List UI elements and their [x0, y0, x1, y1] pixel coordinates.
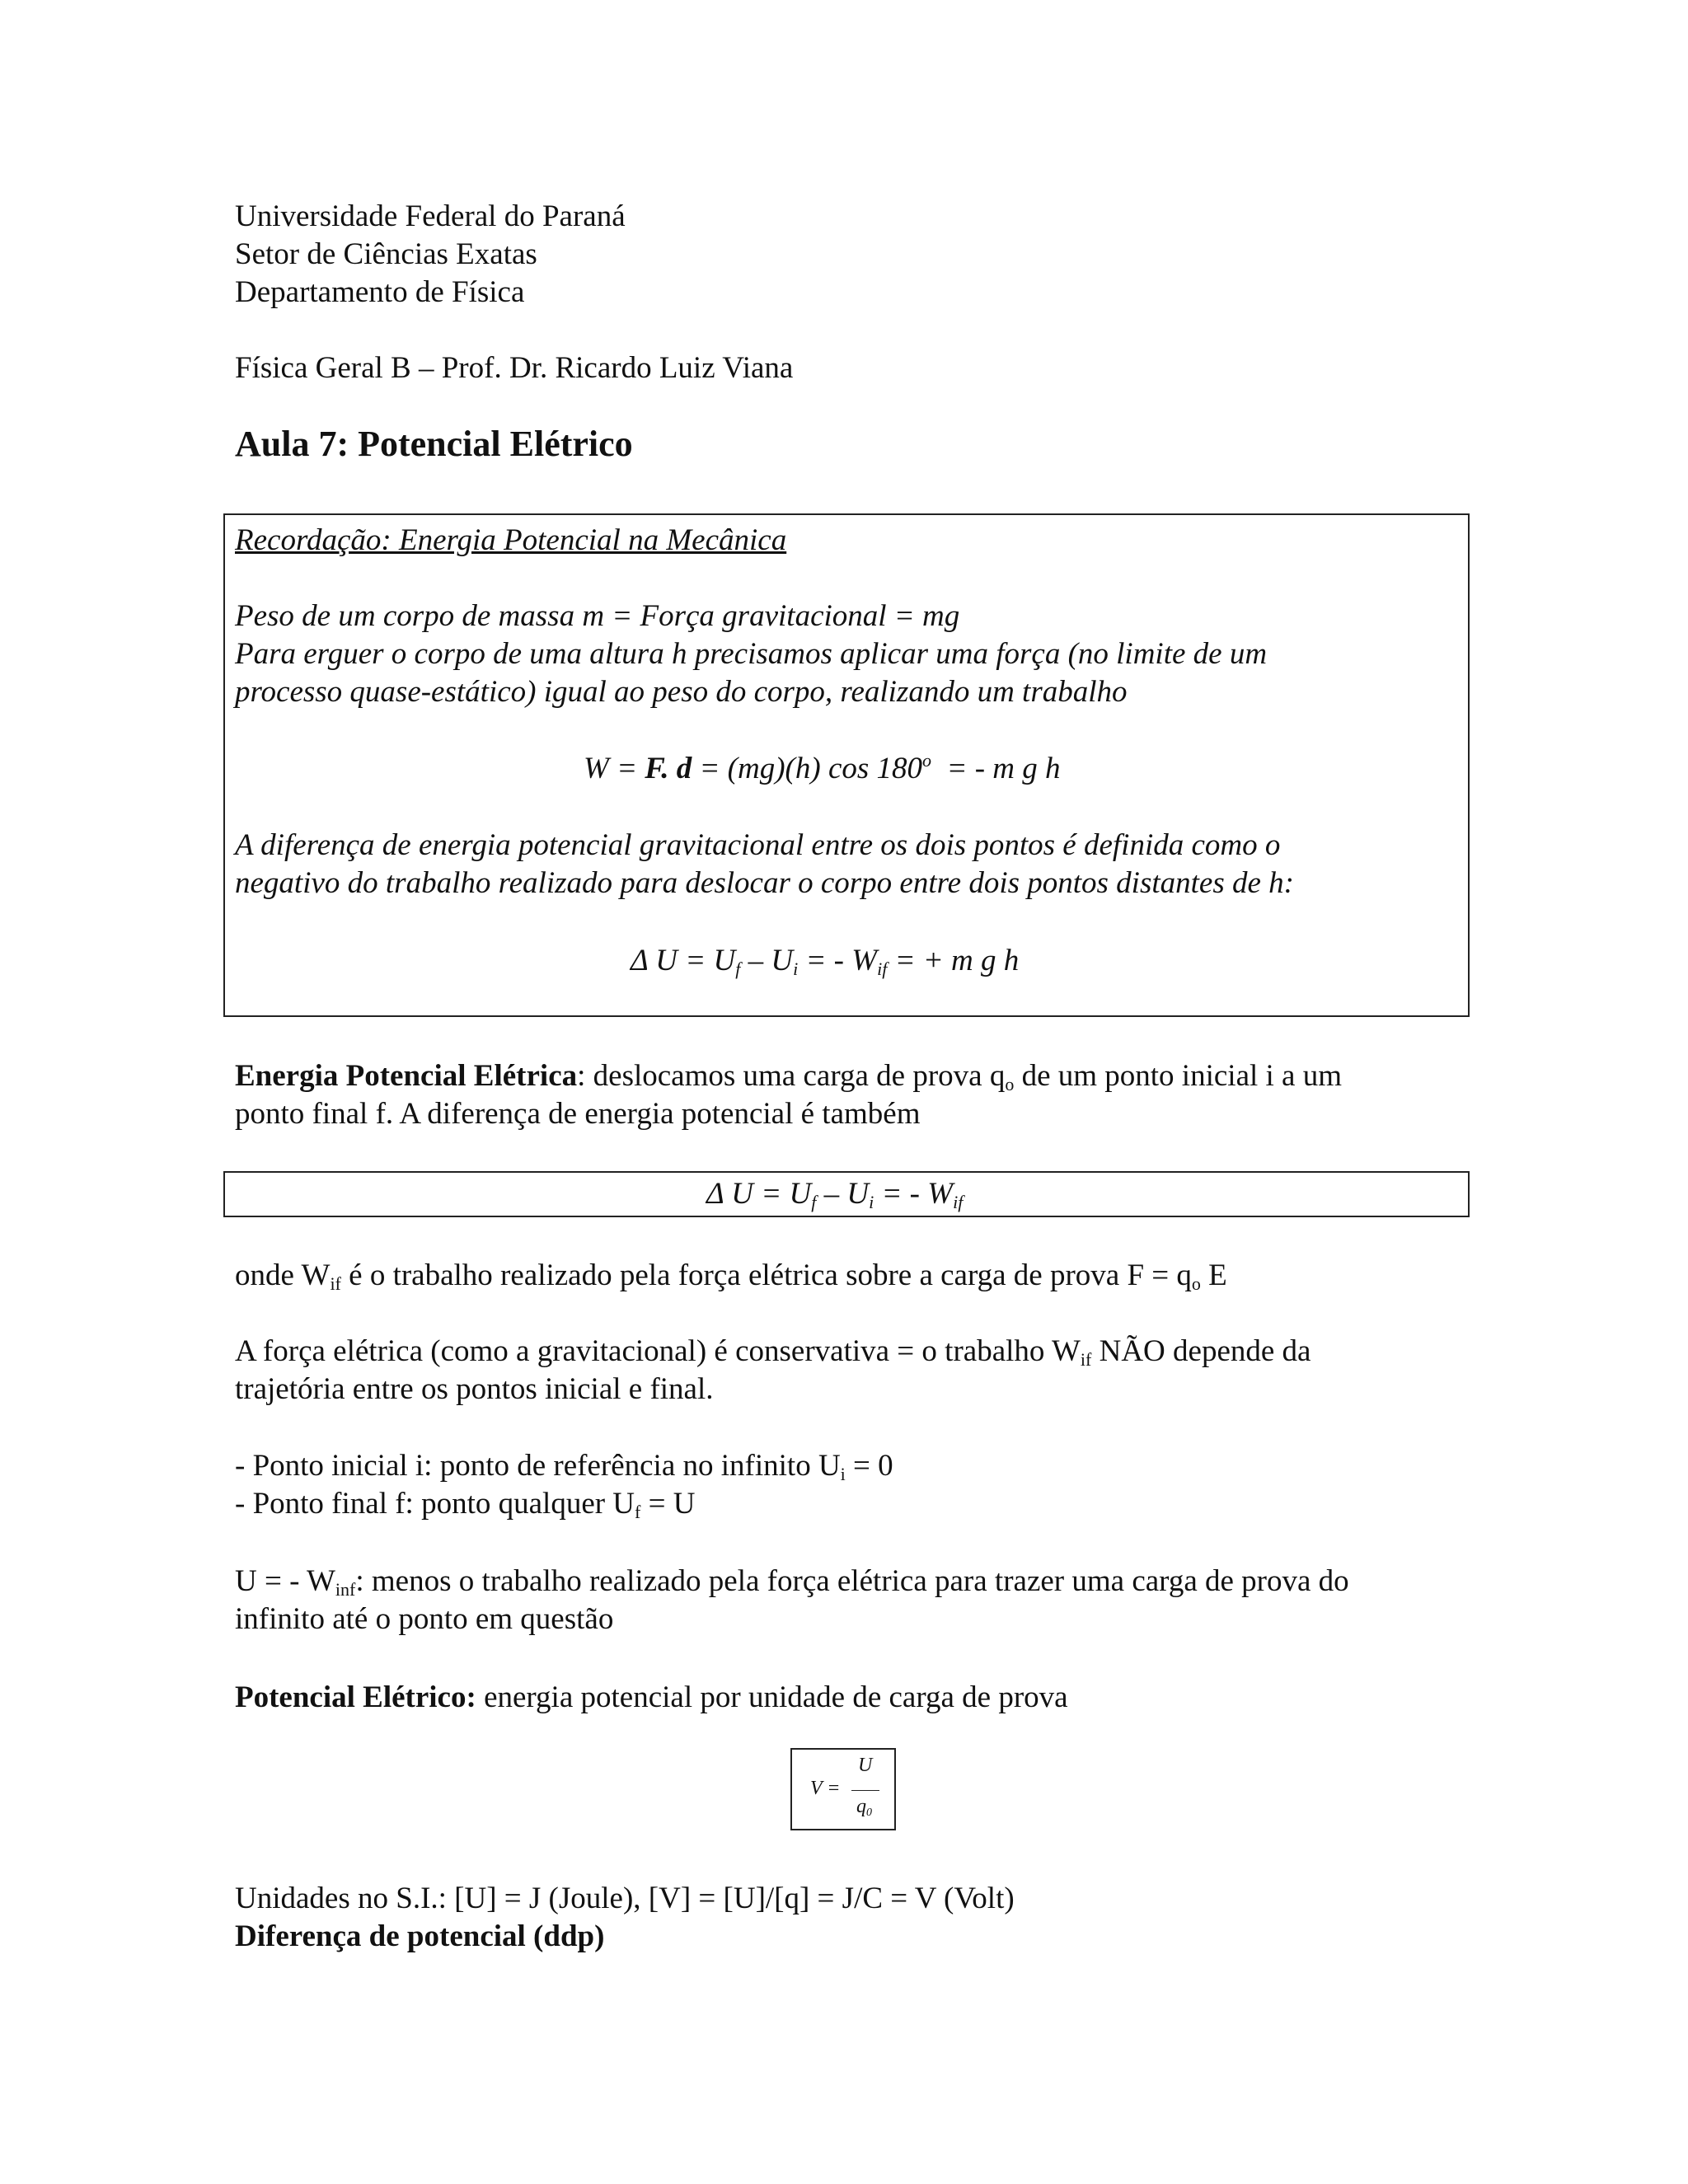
- electric-energy-line1: Energia Potencial Elétrica: deslocamos uma carga de prova $q_o$ de um ponto inicial i a um: [235, 1059, 1343, 1094]
- recap-p1-line3: processo quase-estático) igual ao peso do corpo, realizando um trabalho: [235, 675, 1128, 709]
- u-definition-line1: U = - $W_{inf}$: menos o trabalho realizado pela força elétrica para trazer uma carga de prova do: [235, 1564, 1349, 1600]
- gravity-energy-equation: Δ $U = U_f - U_i$ = - $W_{if}$ = + m g h: [631, 944, 1020, 979]
- recap-p1-line2: Para erguer o corpo de uma altura h precisamos aplicar uma força (no limite de um: [235, 637, 1268, 671]
- potential-definition: Potencial Elétrico: energia potencial por unidade de carga de prova: [235, 1680, 1068, 1714]
- course-line: Física Geral B – Prof. Dr. Ricardo Luiz Viana: [235, 351, 794, 385]
- conservative-line2: trajetória entre os pontos inicial e final.: [235, 1372, 714, 1406]
- work-definition: onde $W_{if}$ é o trabalho realizado pela força elétrica sobre a carga de prova $F = q_o$ E: [235, 1258, 1227, 1294]
- electric-energy-equation: Δ $U = U_f - U_i$ = - $W_{if}$: [706, 1177, 964, 1212]
- units-line: Unidades no S.I.: [U] = J (Joule), [V] = [U]/[q] = J/C = V (Volt): [235, 1882, 1015, 1915]
- ddp-heading: Diferença de potencial (ddp): [235, 1919, 605, 1953]
- recap-p2-line2: negativo do trabalho realizado para deslocar o corpo entre dois pontos distantes de h:: [235, 866, 1294, 900]
- department-name: Departamento de Física: [235, 275, 525, 309]
- recap-p1-line1: Peso de um corpo de massa m = Força gravitacional = mg: [235, 599, 960, 633]
- initial-point: - Ponto inicial i: ponto de referência no infinito $U_i = 0$: [235, 1449, 893, 1484]
- electric-energy-line2: ponto final f. A diferença de energia potencial é também: [235, 1097, 921, 1131]
- university-name: Universidade Federal do Paraná: [235, 199, 626, 233]
- sector-name: Setor de Ciências Exatas: [235, 237, 537, 271]
- potential-formula: [790, 1748, 896, 1830]
- formula-lhs: V =: [810, 1778, 841, 1799]
- conservative-line1: A força elétrica (como a gravitacional) é conservativa = o trabalho $W_{if}$ NÃO depende da: [235, 1334, 1311, 1370]
- recap-heading: Recordação: Energia Potencial na Mecânica: [235, 523, 787, 557]
- recap-p2-line1: A diferença de energia potencial gravitacional entre os dois pontos é definida como o: [235, 828, 1281, 862]
- final-point: - Ponto final f: ponto qualquer $U_f = U$: [235, 1487, 696, 1522]
- u-definition-line2: infinito até o ponto em questão: [235, 1602, 614, 1636]
- work-equation: W = F. d = (mg)(h) cos 180$^o$ = - m g h: [584, 750, 1061, 785]
- formula-denominator: $q_0$: [856, 1796, 872, 1819]
- page-title: Aula 7: Potencial Elétrico: [235, 424, 633, 464]
- fraction-bar: [851, 1790, 879, 1791]
- formula-numerator: U: [858, 1755, 873, 1776]
